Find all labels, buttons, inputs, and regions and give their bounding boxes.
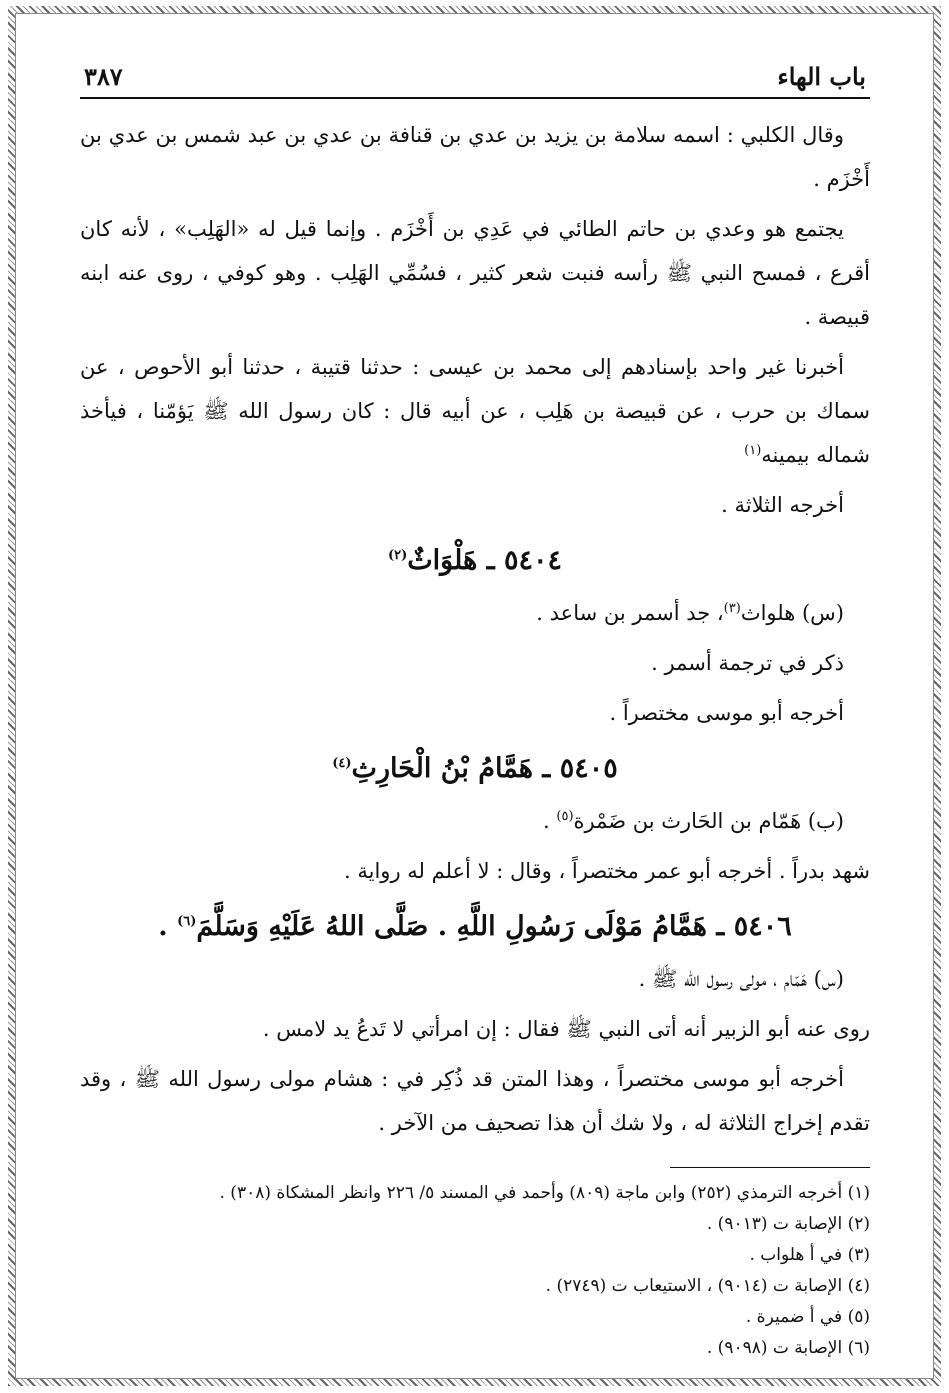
entry-5405-name: (ب) هَمّام بن الحَارث بن ضَمْرة — [573, 809, 844, 833]
footnote-1: (١) أخرجه الترمذي (٢٥٢) وابن ماجة (٨٠٩) وأحمد في المسند ٥/ ٢٢٦ وانظر المشكاة (٣٠٨) . — [219, 1183, 870, 1203]
entry-title-text: ٥٤٠٦ ـ هَمَّامُ مَوْلَى رَسُولِ اللَّهِ . صَلَّى اللهُ عَلَيْهِ وَسَلَّمَ — [196, 911, 792, 942]
book-page — [80, 62, 870, 1364]
footnote-6: (٦) الإصابة ت (٩٠٩٨) . — [706, 1338, 870, 1358]
entry-5405-line-2: شهد بدراً . أخرجه أبو عمر مختصراً ، وقال : لا أعلم له رواية . — [344, 859, 870, 883]
entry-5404-line-2: ذكر في ترجمة أسمر . — [651, 651, 844, 675]
footnote-ref-3: (٣) — [723, 601, 741, 616]
entry-5405-rest: . — [543, 809, 557, 833]
footnote-ref-6: (٦) — [177, 914, 197, 929]
footnotes — [80, 1178, 870, 1364]
page-header — [80, 62, 870, 99]
footnote-2: (٢) الإصابة ت (٩٠١٣) . — [706, 1214, 870, 1234]
entry-5404-name: (س) هلواث — [740, 601, 844, 625]
entry-5404-line-3: أخرجه أبو موسى مختصراً . — [609, 701, 844, 725]
entry-5406-line-2: روى عنه أبو الزبير أنه أتى النبي ﷺ فقال : إن امرأتي لا تَدعُ يد لامس . — [262, 1017, 870, 1041]
entry-5404-line-1 — [80, 591, 844, 635]
footnote-4: (٤) الإصابة ت (٩٠١٤) ، الاستيعاب ت (٢٧٤٩) . — [545, 1276, 870, 1296]
footnote-ref-2: (٢) — [387, 548, 408, 563]
paragraph-takhrij: أخرجه الثلاثة . — [721, 493, 844, 517]
entry-title-5405 — [80, 749, 870, 789]
footnote-separator — [670, 1167, 870, 1168]
entry-5405-line-1 — [80, 799, 844, 843]
entry-5404-rest: ، جد أسمر بن ساعد . — [536, 601, 724, 625]
entry-title-5406 — [80, 907, 870, 947]
paragraph-hadith — [80, 345, 870, 477]
chapter-title: باب الهاء — [777, 62, 866, 91]
entry-5406-line-1: (س) هَمّام ، مولى رسول الله ﷺ . — [638, 967, 844, 991]
entry-title-text: ٥٤٠٥ ـ هَمَّامُ بْنُ الْحَارِثِ — [351, 753, 618, 784]
paragraph-kalbi: وقال الكلبي : اسمه سلامة بن يزيد بن عدي بن قنافة بن عدي بن عبد شمس بن عدي بن أَخْزَم . — [80, 123, 870, 191]
entry-title-5404 — [80, 541, 870, 581]
footnote-ref-4: (٤) — [332, 756, 352, 771]
entry-title-text: ٥٤٠٤ ـ هَلْوَاثٌ — [407, 545, 563, 576]
page-number: ٣٨٧ — [84, 62, 123, 91]
entry-title-end: . — [158, 911, 178, 942]
footnote-ref-5: (٥) — [556, 809, 574, 824]
paragraph-lineage: يجتمع هو وعدي بن حاتم الطائي في عَدِي بن أَخْزَم . وإنما قيل له «الهَلِب» ، لأنه كان أقرع ، فمسح النبي ﷺ رأسه فنبت شعر كثير ، فسُمِّي الهَلِب . وهو كوفي ، روى عنه ابنه قبيصة . — [80, 217, 870, 329]
footnote-3: (٣) في أ هلواب . — [749, 1245, 870, 1265]
footnote-ref-1: (١) — [744, 443, 762, 458]
entry-5406-line-3: أخرجه أبو موسى مختصراً ، وهذا المتن قد ذُكِر في : هشام مولى رسول الله ﷺ ، وقد تقدم إخراج الثلاثة له ، ولا شك أن هذا تصحيف من الآخر . — [80, 1067, 870, 1135]
hadith-text: أخبرنا غير واحد بإسنادهم إلى محمد بن عيسى : حدثنا قتيبة ، حدثنا أبو الأحوص ، عن سماك بن حرب ، عن قبيصة بن هَلِب ، عن أبيه قال : كان رسول الله ﷺ يَؤمّنا ، فيأخذ شماله بيمينه — [80, 355, 870, 467]
footnote-5: (٥) في أ ضميرة . — [745, 1307, 870, 1327]
